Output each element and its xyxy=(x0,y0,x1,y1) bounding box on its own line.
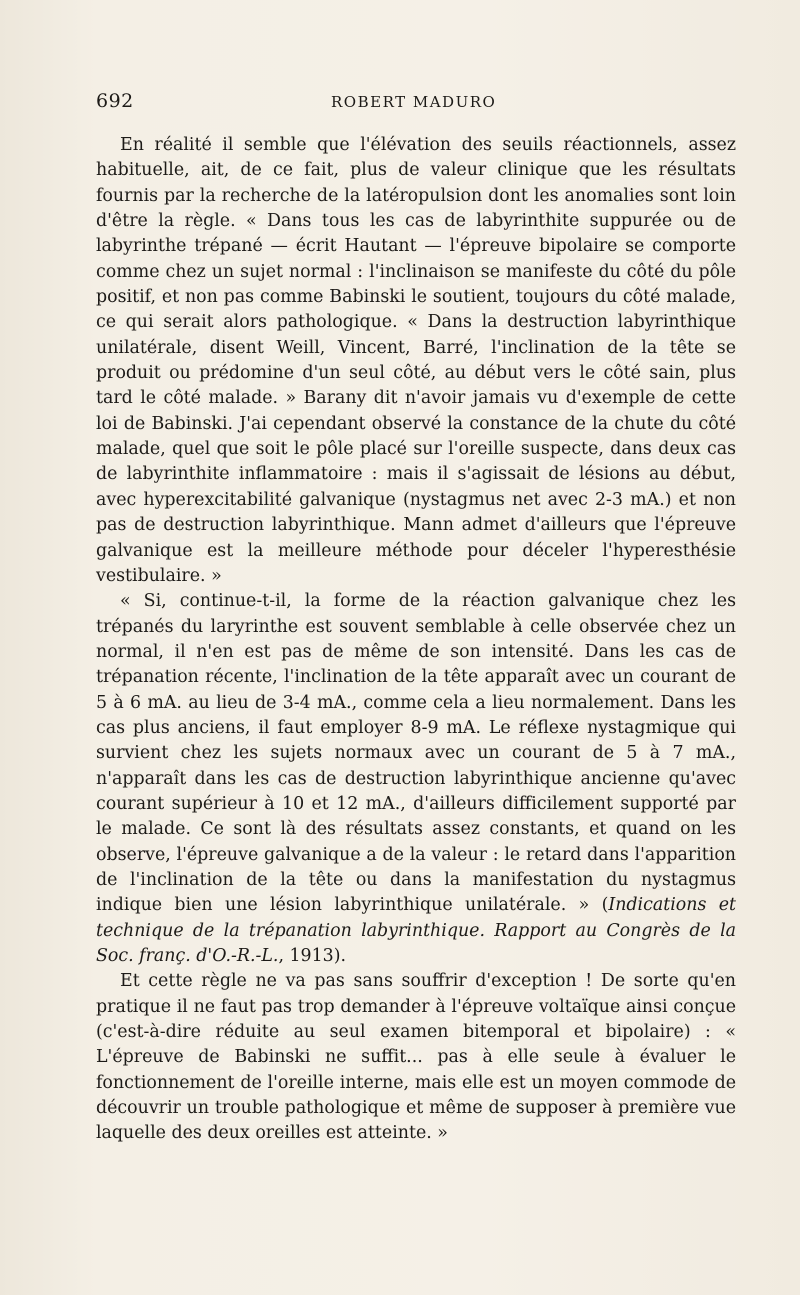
page-header xyxy=(96,90,736,118)
paragraph-1: En réalité il semble que l'élévation des seuils réactionnels, assez habituelle, ait, de ce fait, plus de valeur clinique que les résultats fournis par la recherche de la latéropulsion dont les anomalies sont loin d'être la règle. « Dans tous les cas de labyrinthite suppurée ou de labyrinthe trépané — écrit Hautant — l'épreuve bipolaire se comporte comme chez un sujet normal : l'inclinaison se manifeste du côté du pôle positif, et non pas comme Babinski le soutient, toujours du côté malade, ce qui serait alors pathologique. « Dans la destruction labyrinthique unilatérale, disent Weill, Vincent, Barré, l'inclination de la tête se produit ou prédomine d'un seul côté, au début vers le côté sain, plus tard le côté malade. » Barany dit n'avoir jamais vu d'exemple de cette loi de Babinski. J'ai cependant observé la constance de la chute du côté malade, quel que soit le pôle placé sur l'oreille suspecte, dans deux cas de labyrinthite inflammatoire : mais il s'agissait de lésions au début, avec hyperexcitabilité galvanique (nystagmus net avec 2-3 mA.) et non pas de destruction labyrinthique. Mann admet d'ailleurs que l'épreuve galvanique est la meilleure méthode pour déceler l'hyperesthésie vestibulaire. » xyxy=(96,135,736,586)
citation-title: Indications et technique de la trépanation labyrinthique. Rapport au Congrès de la Soc. franç. d'O.-R.-L. xyxy=(96,895,736,966)
paragraph-2-text: « Si, continue-t-il, la forme de la réaction galvanique chez les trépanés du laryrinthe est souvent semblable à celle observée chez un normal, il n'en est pas de même de son intensité. Dans les cas de trépanation récente, l'inclination de la tête apparaît avec un courant de 5 à 6 mA. au lieu de 3-4 mA., comme cela a lieu normalement. Dans les cas plus anciens, il faut employer 8-9 mA. Le réflexe nystagmique qui survient chez les sujets normaux avec un courant de 5 à 7 mA., n'apparaît dans les cas de destruction labyrinthique ancienne qu'avec courant supérieur à 10 et 12 mA., d'ailleurs difficilement supporté par le malade. Ce sont là des résultats assez constants, et quand on les observe, l'épreuve galvanique a de la valeur : le retard dans l'apparition de l'inclination de la tête ou dans la manifestation du nystagmus indique bien une lésion labyrinthique unilatérale. » ( xyxy=(96,591,736,916)
page-number: 692 xyxy=(96,90,134,112)
running-head: ROBERT MADURO xyxy=(331,93,497,111)
paragraph-3: Et cette règle ne va pas sans souffrir d'exception ! De sorte qu'en pratique il ne faut pas trop demander à l'épreuve voltaïque ainsi conçue (c'est-à-dire réduite au seul examen bitemporal et bipolaire) : « L'épreuve de Babinski ne suffit... pas à elle seule à évaluer le fonctionnement de l'oreille interne, mais elle est un moyen commode de découvrir un trouble pathologique et même de supposer à première vue laquelle des deux oreilles est atteinte. » xyxy=(96,971,736,1144)
paragraph-2 xyxy=(96,589,736,969)
citation-year: , 1913). xyxy=(278,946,347,966)
body-text xyxy=(96,133,736,1147)
